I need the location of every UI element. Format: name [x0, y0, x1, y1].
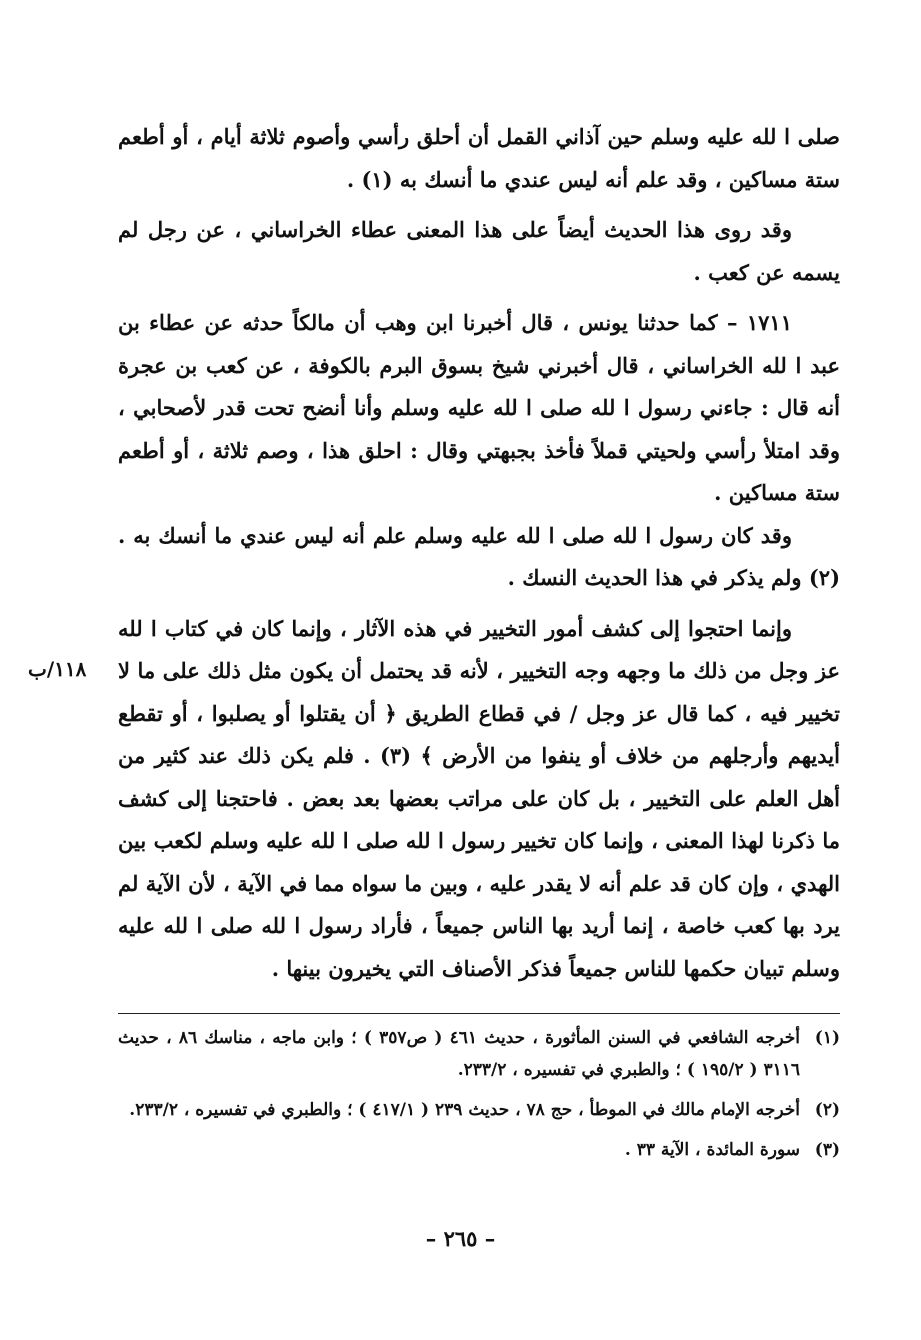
footnote-text: أخرجه الإمام مالك في الموطأ ، حج ٧٨ ، حديث ٢٣٩ ( ٤١٧/١ ) ؛ والطبري في تفسيره ، ٢٣٣/٢. [129, 1100, 800, 1120]
page-number: – ٢٦٥ – [425, 1226, 496, 1251]
paragraph-2: وقد روى هذا الحديث أيضاً على هذا المعنى عطاء الخراساني ، عن رجل لم يسمه عن كعب . [118, 217, 840, 285]
footnote-3 [118, 1134, 840, 1166]
footnotes [118, 1022, 840, 1174]
footnote-1 [118, 1022, 840, 1086]
manuscript-folio-note: ١١٨/ب [28, 657, 87, 681]
paragraph-5: وإنما احتجوا إلى كشف أمور التخيير في هذه الآثار ، وإنما كان في كتاب ا لله عز وجل من ذلك ما وجهه وجه التخيير ، لأنه قد يحتمل أن يكون مثل ذلك على ما لا تخيير فيه ، كما قال عز وجل / في قطاع الطريق ﴿ أن يقتلوا أو يصلبوا ، أو تقطع أيديهم وأرجلهم من خلاف أو ينفوا من الأرض ﴾ (٣) . فلم يكن ذلك عند كثير من أهل العلم على التخيير ، بل كان على مراتب بعضها بعد بعض . فاحتجنا إلى كشف ما ذكرنا لهذا المعنى ، وإنما كان تخيير رسول ا لله صلى ا لله عليه وسلم لكعب بين الهدي ، وإن كان قد علم أنه لا يقدر عليه ، وبين ما سواه مما في الآية ، لأن الآية لم يرد بها كعب خاصة ، إنما أريد بها الناس جميعاً ، فأراد رسول ا لله صلى ا لله عليه وسلم تبيان حكمها للناس جميعاً فذكر الأصناف التي يخيرون بينها . [118, 615, 840, 981]
footnote-number: (٢) [814, 1100, 840, 1120]
footnote-2 [118, 1094, 840, 1126]
main-text [118, 116, 840, 990]
paragraph-1: صلى ا لله عليه وسلم حين آذاني القمل أن أحلق رأسي وأصوم ثلاثة أيام ، أو أطعم ستة مساكين ، وقد علم أنه ليس عندي ما أنسك به (١) . [118, 124, 840, 192]
footnote-text: سورة المائدة ، الآية ٣٣ . [624, 1140, 800, 1160]
paragraph-hadith-1711: ١٧١١ – كما حدثنا يونس ، قال أخبرنا ابن وهب أن مالكاً حدثه عن عطاء بن عبد ا لله الخراساني ، قال أخبرني شيخ بسوق البرم بالكوفة ، عن كعب بن عجرة أنه قال : جاءني رسول ا لله صلى ا لله عليه وسلم وأنا أنضح تحت قدر لأصحابي ، وقد امتلأ رأسي ولحيتي قملاً فأخذ بجبهتي وقال : احلق هذا ، وصم ثلاثة ، أو أطعم ستة مساكين . [118, 310, 840, 505]
footnote-number: (٣) [814, 1140, 840, 1160]
footnote-text: أخرجه الشافعي في السنن المأثورة ، حديث ٤٦١ ( ص٣٥٧ ) ؛ وابن ماجه ، مناسك ٨٦ ، حديث ٣١١٦ ( ١٩٥/٢ ) ؛ والطبري في تفسيره ، ٢٣٣/٢. [118, 1028, 800, 1080]
paragraph-4: وقد كان رسول ا لله صلى ا لله عليه وسلم علم أنه ليس عندي ما أنسك به . (٢) ولم يذكر في هذا الحديث النسك . [118, 522, 840, 590]
footnote-separator [118, 1013, 840, 1014]
footnote-number: (١) [814, 1028, 840, 1048]
